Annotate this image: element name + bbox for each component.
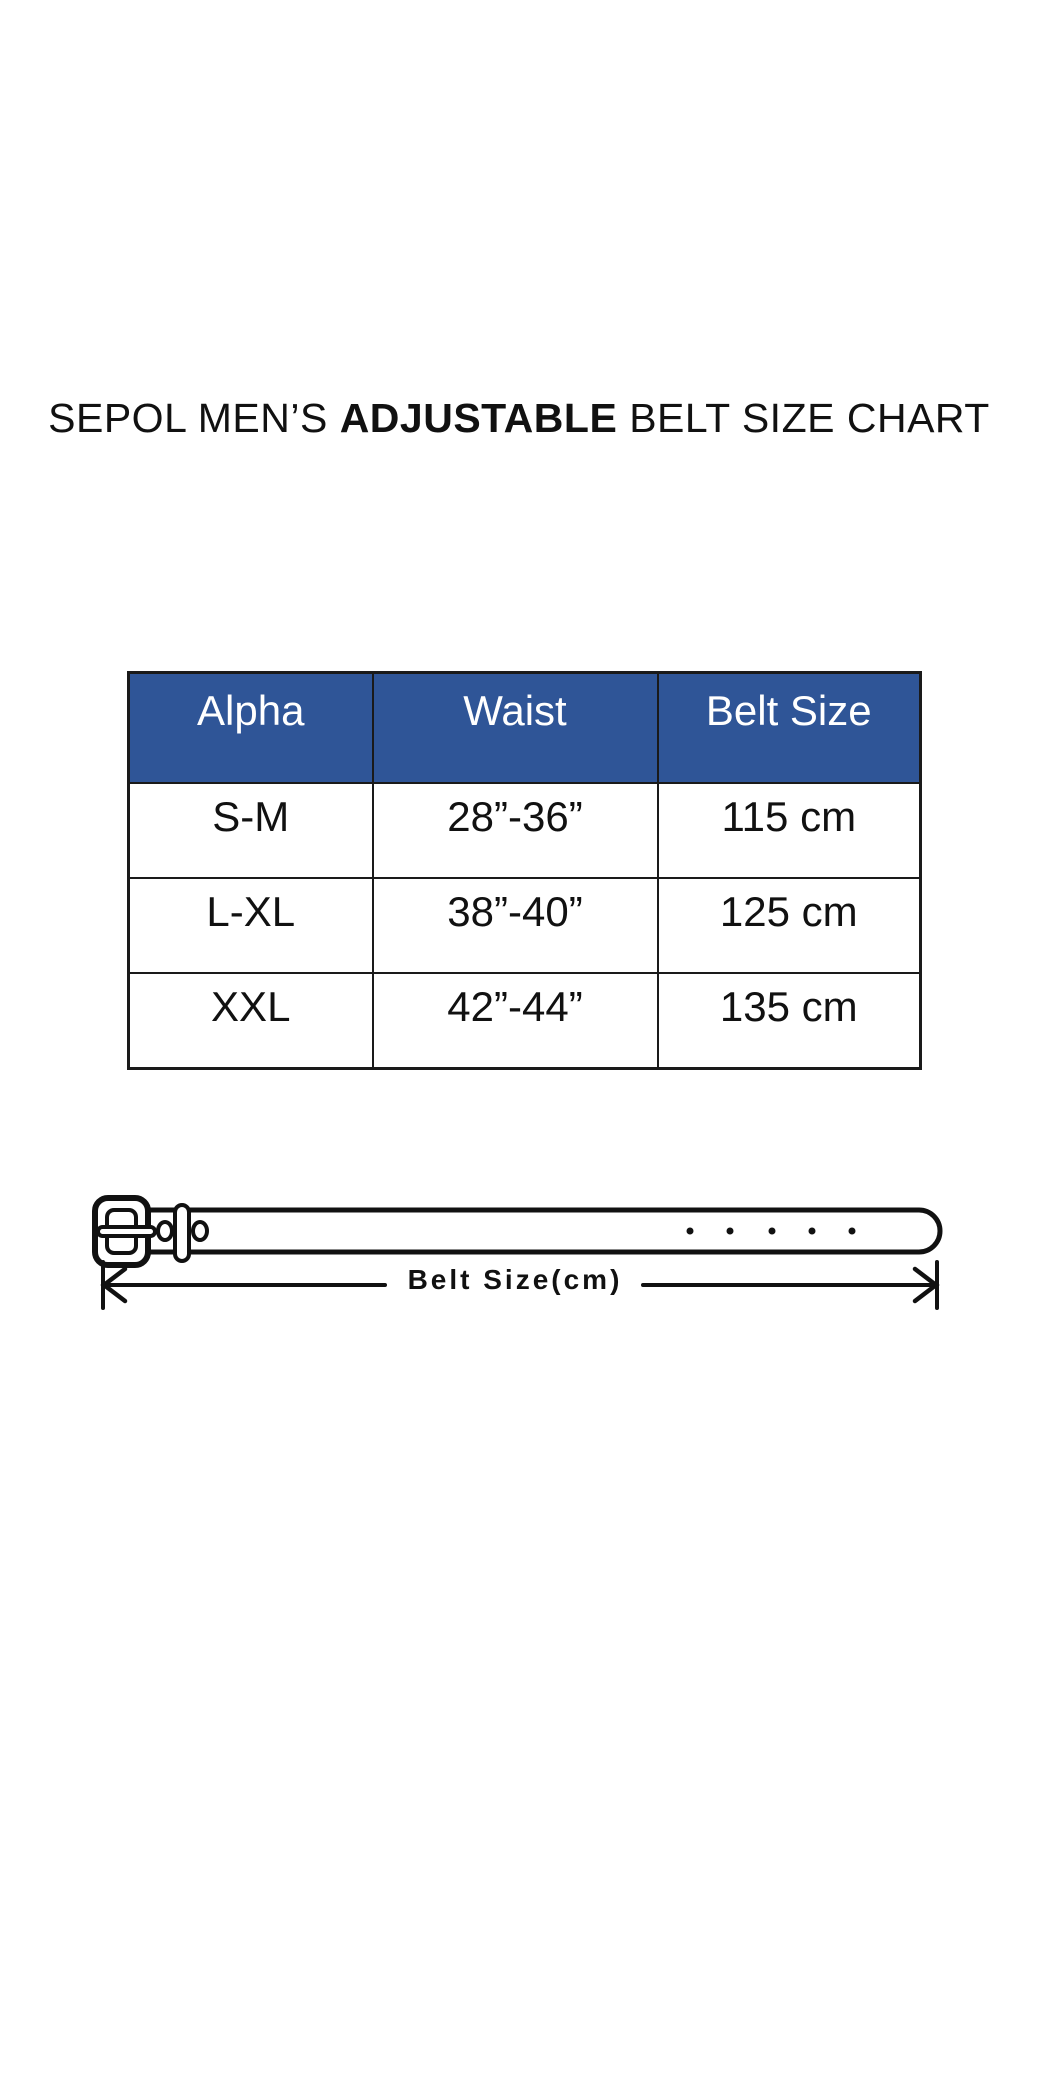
belt-strap <box>147 1210 940 1252</box>
title-suffix: BELT SIZE CHART <box>617 395 990 441</box>
title-emphasis: ADJUSTABLE <box>339 395 618 441</box>
belt-size-table <box>127 671 922 1070</box>
cell-waist: 38”-40” <box>373 878 658 973</box>
cell-alpha: S-M <box>129 783 373 878</box>
belt-illustration <box>85 1190 955 1320</box>
header-cell-belt-size: Belt Size <box>658 673 921 784</box>
belt-keeper <box>175 1205 189 1261</box>
header-cell-waist: Waist <box>373 673 658 784</box>
table-row <box>129 973 921 1069</box>
belt-hole <box>158 1222 172 1240</box>
table-row <box>129 783 921 878</box>
page-title <box>0 392 1038 444</box>
cell-alpha: L-XL <box>129 878 373 973</box>
belt-hole <box>193 1222 207 1240</box>
cell-waist: 28”-36” <box>373 783 658 878</box>
cell-belt-size: 135 cm <box>658 973 921 1069</box>
belt-with-buckle-icon <box>95 1198 940 1265</box>
table-row <box>129 878 921 973</box>
title-prefix: SEPOL MEN’S <box>48 395 340 441</box>
cell-belt-size: 115 cm <box>658 783 921 878</box>
header-cell-alpha: Alpha <box>129 673 373 784</box>
belt-size-arrow-label: Belt Size(cm) <box>407 1264 623 1295</box>
belt-prong <box>98 1227 155 1236</box>
table-header-row <box>129 673 921 784</box>
cell-alpha: XXL <box>129 973 373 1069</box>
cell-belt-size: 125 cm <box>658 878 921 973</box>
cell-waist: 42”-44” <box>373 973 658 1069</box>
